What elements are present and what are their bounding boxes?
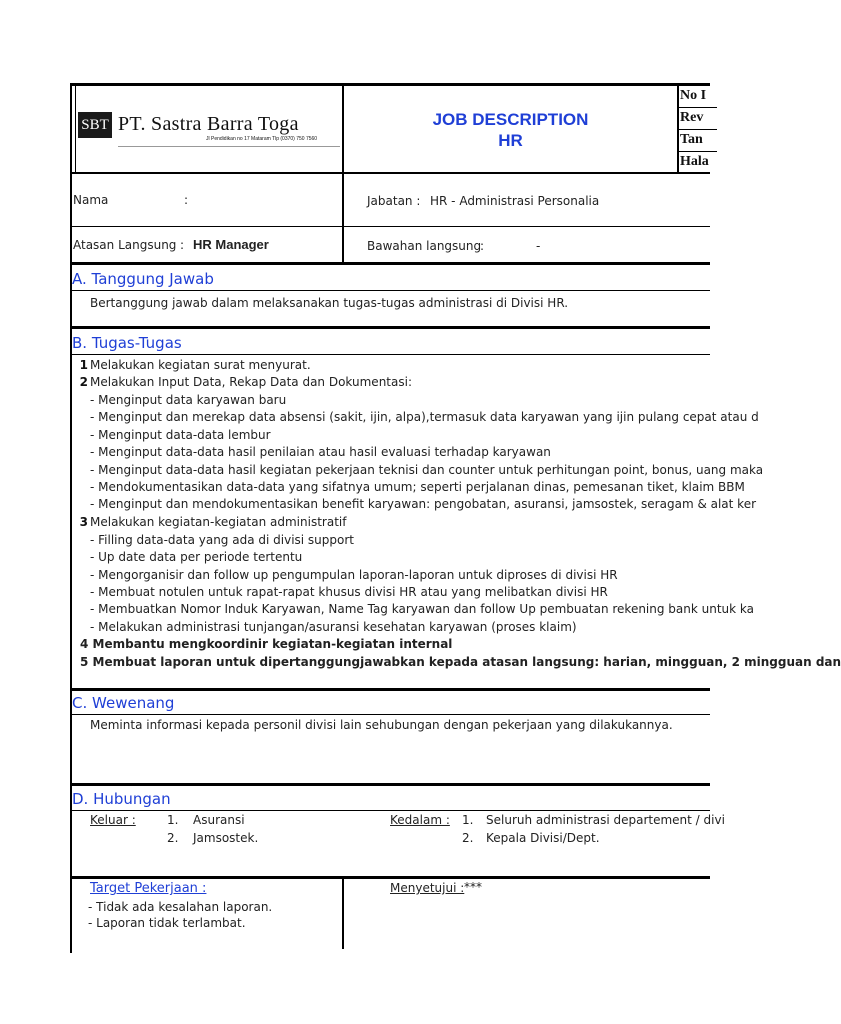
task-subitem: - Membuat notulen untuk rapat-rapat khusus divisi HR atau yang melibatkan divisi HR: [90, 585, 608, 599]
kedalam-label: Kedalam :: [390, 813, 450, 827]
info-divider: [342, 173, 344, 263]
info-bottom-border: [70, 262, 710, 265]
company-address: Jl Pendidikan no 17 Mataram Tlp (0370) 750 7560: [206, 136, 318, 142]
section-a-bottom-border: [70, 326, 710, 329]
target-item: - Tidak ada kesalahan laporan.: [88, 900, 273, 914]
jabatan-value: HR - Administrasi Personalia: [430, 194, 600, 208]
task-item-bold: 5 Membuat laporan untuk dipertanggungjawabkan kepada atasan langsung: harian, mingguan, 2 mingguan dan: [80, 655, 841, 669]
kedalam-item-number: 1.: [462, 813, 474, 827]
bawahan-value: -: [536, 239, 541, 253]
task-subitem: - Menginput dan mendokumentasikan benefit karyawan: pengobatan, asuransi, jamsostek, seragam & alat ker: [90, 497, 757, 511]
menyetujui-value: ***: [464, 880, 482, 894]
bawahan-colon: :: [480, 239, 485, 253]
meta-rule-2: [677, 129, 717, 130]
task-subitem: - Mengorganisir dan follow up pengumpulan laporan-laporan untuk diproses di divisi HR: [90, 568, 618, 582]
logo-abbr: SBT: [81, 117, 109, 133]
section-d-rule: [70, 810, 710, 811]
task-subitem: - Membuatkan Nomor Induk Karyawan, Name Tag karyawan dan follow Up pembuatan rekening bank untuk ka: [90, 602, 755, 616]
section-d-title: D. Hubungan: [72, 790, 171, 808]
meta-label-halaman: Hala: [680, 154, 709, 169]
header-inner-left-border: [75, 86, 76, 172]
task-item: Melakukan kegiatan surat menyurat.: [90, 358, 311, 372]
meta-label-tanggal: Tan: [680, 132, 703, 147]
meta-rule-3: [677, 151, 717, 152]
nama-colon: :: [184, 193, 189, 207]
task-item: Melakukan kegiatan-kegiatan administratif: [90, 515, 347, 529]
section-c-title: C. Wewenang: [72, 694, 175, 712]
section-b-bottom-border: [70, 688, 710, 691]
header-bottom-border: [70, 172, 710, 174]
kedalam-item: Seluruh administrasi departement / divi: [486, 813, 725, 827]
info-row-rule: [70, 226, 710, 227]
meta-label-rev: Rev: [680, 110, 704, 125]
keluar-label: Keluar :: [90, 813, 136, 827]
task-number: 3: [79, 515, 88, 529]
footer-divider: [342, 879, 344, 949]
nama-label: Nama: [73, 193, 109, 207]
atasan-value: HR Manager: [193, 237, 269, 252]
task-subitem: - Menginput data-data hasil penilaian atau hasil evaluasi terhadap karyawan: [90, 445, 551, 459]
section-c-rule: [70, 714, 710, 715]
task-number: 1: [79, 358, 88, 372]
task-subitem: - Filling data-data yang ada di divisi support: [90, 533, 355, 547]
menyetujui-label: Menyetujui :: [390, 881, 465, 895]
bawahan-label: Bawahan langsung: [367, 239, 482, 253]
task-subitem: - Menginput data karyawan baru: [90, 393, 287, 407]
task-subitem: - Menginput dan merekap data absensi (sakit, ijin, alpa),termasuk data karyawan yang ijin pulang cepat atau d: [90, 410, 759, 424]
kedalam-item-number: 2.: [462, 831, 474, 845]
task-subitem: - Up date data per periode tertentu: [90, 550, 303, 564]
section-a-title: A. Tanggung Jawab: [72, 270, 214, 288]
section-b-title: B. Tugas-Tugas: [72, 334, 182, 352]
task-item: Melakukan Input Data, Rekap Data dan Dokumentasi:: [90, 375, 412, 389]
atasan-colon: :: [180, 238, 185, 252]
header-top-border: [70, 83, 710, 86]
meta-rule-1: [677, 107, 717, 108]
left-border: [70, 83, 72, 953]
task-number: 2: [79, 375, 88, 389]
task-subitem: - Menginput data-data hasil kegiatan pekerjaan teknisi dan counter untuk perhitungan point, bonus, uang maka: [90, 463, 764, 477]
keluar-item: Jamsostek.: [193, 831, 259, 845]
section-a-text: Bertanggung jawab dalam melaksanakan tugas-tugas administrasi di Divisi HR.: [90, 296, 569, 310]
section-c-text: Meminta informasi kepada personil divisi lain sehubungan dengan pekerjaan yang dilakukannya.: [90, 718, 673, 732]
target-item: - Laporan tidak terlambat.: [88, 916, 246, 930]
keluar-item-number: 2.: [167, 831, 179, 845]
task-subitem: - Mendokumentasikan data-data yang sifatnya umum; seperti perjalanan dinas, pemesanan tiket, klaim BBM: [90, 480, 745, 494]
meta-label-no: No I: [680, 88, 707, 103]
section-a-rule: [70, 290, 710, 291]
task-subitem: - Melakukan administrasi tunjangan/asuransi kesehatan karyawan (proses klaim): [90, 620, 577, 634]
task-item-bold: 4 Membantu mengkoordinir kegiatan-kegiatan internal: [80, 637, 453, 651]
logo-icon: [78, 112, 112, 138]
logo-underline: [118, 146, 340, 147]
atasan-label: Atasan Langsung: [73, 238, 177, 252]
doc-title-line1: JOB DESCRIPTION: [432, 110, 589, 129]
section-d-bottom-border: [70, 876, 710, 879]
section-c-bottom-border: [70, 783, 710, 786]
target-title: Target Pekerjaan :: [90, 881, 207, 896]
jabatan-label: Jabatan :: [367, 194, 421, 208]
task-subitem: - Menginput data-data lembur: [90, 428, 271, 442]
doc-title-line2: HR: [498, 131, 523, 150]
section-b-rule: [70, 354, 710, 355]
company-name: PT. Sastra Barra Toga: [118, 113, 299, 135]
keluar-item: Asuransi: [193, 813, 245, 827]
kedalam-item: Kepala Divisi/Dept.: [486, 831, 600, 845]
keluar-item-number: 1.: [167, 813, 179, 827]
